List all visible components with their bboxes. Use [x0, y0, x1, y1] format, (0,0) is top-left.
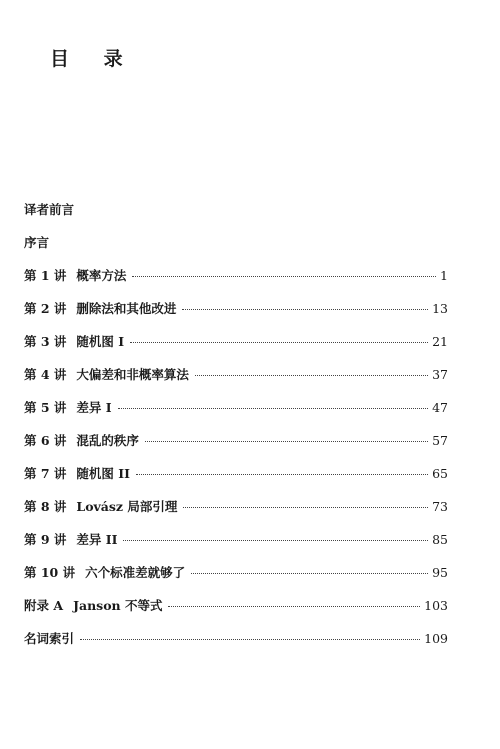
toc-entry-title: 删除法和其他改进: [76, 301, 177, 316]
dot-leader: [145, 441, 428, 442]
toc-entry-page: 13: [432, 301, 448, 316]
toc-entry-title: 随机图 II: [76, 466, 130, 481]
toc-entry-preface[interactable]: [24, 233, 448, 253]
toc-entry-title: 序言: [24, 235, 50, 250]
toc-entry-title: 概率方法: [76, 268, 127, 283]
toc-entry-title: 名词索引: [24, 631, 75, 646]
toc-entry-lecture-6[interactable]: [24, 431, 448, 451]
toc-entry-number: 第 3 讲: [24, 334, 67, 349]
dot-leader: [123, 540, 428, 541]
toc-entry-page: 57: [432, 433, 448, 448]
toc-entry-page: 21: [432, 334, 448, 349]
dot-leader: [136, 474, 428, 475]
toc-entry-lecture-7[interactable]: [24, 464, 448, 484]
toc-entry-title: 差异 I: [76, 400, 112, 415]
toc-entry-number: 第 6 讲: [24, 433, 67, 448]
toc-entry-lecture-4[interactable]: [24, 365, 448, 385]
toc-entry-lecture-3[interactable]: [24, 332, 448, 352]
toc-entry-page: 73: [432, 499, 448, 514]
dot-leader: [80, 639, 420, 640]
toc-entry-title: 译者前言: [24, 202, 75, 217]
toc-entry-number: 第 1 讲: [24, 268, 67, 283]
toc-entry-number: 第 5 讲: [24, 400, 67, 415]
dot-leader: [168, 606, 420, 607]
toc-entry-appendix-a[interactable]: [24, 596, 448, 616]
toc-entry-number: 第 4 讲: [24, 367, 67, 382]
dot-leader: [191, 573, 428, 574]
toc-entry-number: 第 2 讲: [24, 301, 67, 316]
toc-entry-page: 47: [432, 400, 448, 415]
toc-entry-number: 附录 A: [24, 598, 64, 613]
dot-leader: [183, 507, 428, 508]
toc-entry-page: 37: [432, 367, 448, 382]
toc-entry-number: 第 8 讲: [24, 499, 67, 514]
toc-entry-number: 第 9 讲: [24, 532, 67, 547]
dot-leader: [118, 408, 428, 409]
page-title: 目 录: [50, 48, 137, 70]
toc-entry-title: 差异 II: [76, 532, 118, 547]
toc-entry-lecture-1[interactable]: [24, 266, 448, 286]
toc-entry-page: 103: [424, 598, 448, 613]
dot-leader: [195, 375, 428, 376]
toc-entry-number: 第 7 讲: [24, 466, 67, 481]
toc-entry-number: 第 10 讲: [24, 565, 76, 580]
toc-entry-page: 109: [424, 631, 448, 646]
toc-entry-title: 六个标准差就够了: [85, 565, 186, 580]
toc-entry-title: Lovász 局部引理: [76, 499, 178, 514]
toc-entry-title: 混乱的秩序: [76, 433, 139, 448]
dot-leader: [182, 309, 428, 310]
toc-entry-lecture-8[interactable]: [24, 497, 448, 517]
toc-entry-index[interactable]: [24, 629, 448, 649]
toc-entry-page: 1: [440, 268, 448, 283]
toc-entry-lecture-2[interactable]: [24, 299, 448, 319]
toc-entry-lecture-10[interactable]: [24, 563, 448, 583]
dot-leader: [130, 342, 428, 343]
toc-entry-page: 95: [432, 565, 448, 580]
toc-entry-page: 85: [432, 532, 448, 547]
toc-entry-translator-preface[interactable]: [24, 200, 448, 220]
toc-entry-title: 随机图 I: [76, 334, 125, 349]
toc-entry-lecture-5[interactable]: [24, 398, 448, 418]
toc-entry-lecture-9[interactable]: [24, 530, 448, 550]
toc-entry-title: Janson 不等式: [73, 598, 163, 613]
dot-leader: [132, 276, 436, 277]
toc-entry-page: 65: [432, 466, 448, 481]
toc-entry-title: 大偏差和非概率算法: [76, 367, 189, 382]
